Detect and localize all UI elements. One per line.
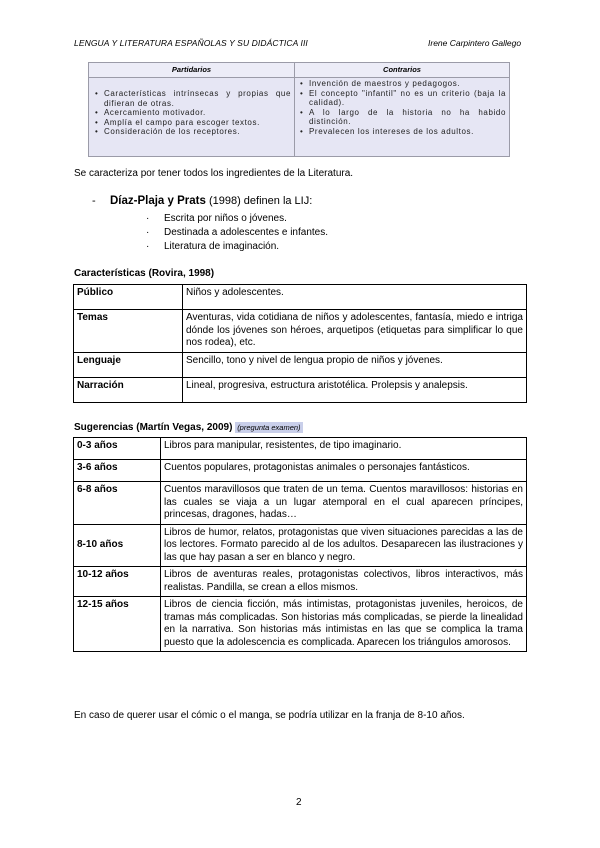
table-value: Libros de humor, relatos, protagonistas que viven situaciones parecidas a las de los lectores. Formato parecido al de los adultos. Desaparecen las ilustraciones y las que hay pasan a ser en blanco y negro. — [161, 524, 527, 567]
comparison-header-contrarios: Contrarios — [295, 63, 509, 78]
table-key: 3-6 años — [74, 460, 161, 482]
table-row — [74, 377, 527, 402]
table-row — [74, 482, 527, 525]
table-row — [74, 285, 527, 310]
dash-marker: - — [92, 195, 96, 207]
header-author: Irene Carpintero Gallego — [428, 38, 522, 48]
list-item: • Amplía el campo para escoger textos. — [95, 118, 291, 128]
bullet-text: Escrita por niños o jóvenes. — [164, 213, 287, 224]
header-title: LENGUA Y LITERATURA ESPAÑOLAS Y SU DIDÁCTICA III — [74, 38, 308, 48]
author-names: Díaz-Plaja y Prats — [110, 195, 206, 207]
author-rest: (1998) definen la LIJ: — [205, 195, 313, 207]
exam-note-highlight: (pregunta examen) — [237, 423, 301, 432]
table-key: Temas — [74, 310, 183, 353]
author-definition — [92, 195, 312, 207]
list-item — [146, 240, 279, 253]
table-value: Aventuras, vida cotidiana de niños y adolescentes, fantasía, miedo e intriga dónde los jóvenes son héroes, arquetipos (etiquetas para simplificar lo que nos rodea), etc. — [183, 310, 527, 353]
table-key: Lenguaje — [74, 352, 183, 377]
table-row — [74, 352, 527, 377]
table2-caption-text: Sugerencias (Martín Vegas, 2009) — [74, 422, 233, 433]
bullet-text: Literatura de imaginación. — [164, 241, 280, 252]
comparison-list-partidarios — [95, 89, 291, 137]
list-item: • El concepto "infantil" no es un criterio (baja la calidad). — [300, 89, 506, 108]
table-value: Libros de ciencia ficción, más intimistas, protagonistas juveniles, heroicos, de tramas más complicadas. Son historias más complicadas, se pierde la linealidad en la narrativa. Son historias más intimistas en las que se complica la trama puesto que la adolescencia es complicada. Aparecen los triángulos amorosos. — [161, 597, 527, 652]
list-item — [146, 226, 328, 239]
comparison-list-contrarios — [300, 79, 506, 136]
table-value: Niños y adolescentes. — [183, 285, 527, 310]
table-key: Narración — [74, 377, 183, 402]
table-row — [74, 567, 527, 597]
table-value: Libros de aventuras reales, protagonistas colectivos, libros interactivos, más realistas. Pandilla, se crean a ellos mismos. — [161, 567, 527, 597]
list-item: • Consideración de los receptores. — [95, 127, 291, 137]
table-row — [74, 524, 527, 567]
table1-caption: Características (Rovira, 1998) — [74, 268, 215, 279]
table-key: Público — [74, 285, 183, 310]
comparison-box — [88, 62, 510, 157]
table-value: Sencillo, tono y nivel de lengua propio de niños y jóvenes. — [183, 352, 527, 377]
list-item: • Invención de maestros y pedagogos. — [300, 79, 506, 89]
table-key: 0-3 años — [74, 438, 161, 460]
comparison-header-partidarios: Partidarios — [89, 63, 295, 78]
bullet-text: Destinada a adolescentes e infantes. — [164, 227, 328, 238]
bullet-mark: · — [146, 227, 150, 238]
page-number: 2 — [296, 797, 302, 808]
table-row — [74, 460, 527, 482]
table-key: 10-12 años — [74, 567, 161, 597]
table-row — [74, 310, 527, 353]
list-item: • Características intrínsecas y propias que difieran de otras. — [95, 89, 291, 108]
table-value: Libros para manipular, resistentes, de tipo imaginario. — [161, 438, 527, 460]
table-key: 12-15 años — [74, 597, 161, 652]
table-row — [74, 597, 527, 652]
table-value: Lineal, progresiva, estructura aristotélica. Prolepsis y analepsis. — [183, 377, 527, 402]
list-item: • Prevalecen los intereses de los adultos. — [300, 127, 506, 137]
list-item: • A lo largo de la historia no ha habido distinción. — [300, 108, 506, 127]
suggestions-table — [73, 437, 527, 652]
characteristics-table — [73, 284, 527, 403]
paragraph-comic-manga: En caso de querer usar el cómic o el manga, se podría utilizar en la franja de 8-10 años. — [74, 710, 465, 721]
list-item: • Acercamiento motivador. — [95, 108, 291, 118]
table-key: 6-8 años — [74, 482, 161, 525]
comparison-divider — [294, 77, 295, 156]
table-value: Cuentos maravillosos que traten de un tema. Cuentos maravillosos: historias en las cuales se viaja a un lugar atemporal en el cual aparecen príncipes, princesas, dragones, hadas… — [161, 482, 527, 525]
bullet-mark: · — [146, 241, 150, 252]
table-row — [74, 438, 527, 460]
paragraph-ingredients: Se caracteriza por tener todos los ingredientes de la Literatura. — [74, 168, 354, 179]
list-item — [146, 212, 287, 225]
table-key: 8-10 años — [74, 524, 161, 567]
table-value: Cuentos populares, protagonistas animales o personajes fantásticos. — [161, 460, 527, 482]
bullet-mark: · — [146, 213, 150, 224]
table2-caption — [74, 422, 303, 433]
